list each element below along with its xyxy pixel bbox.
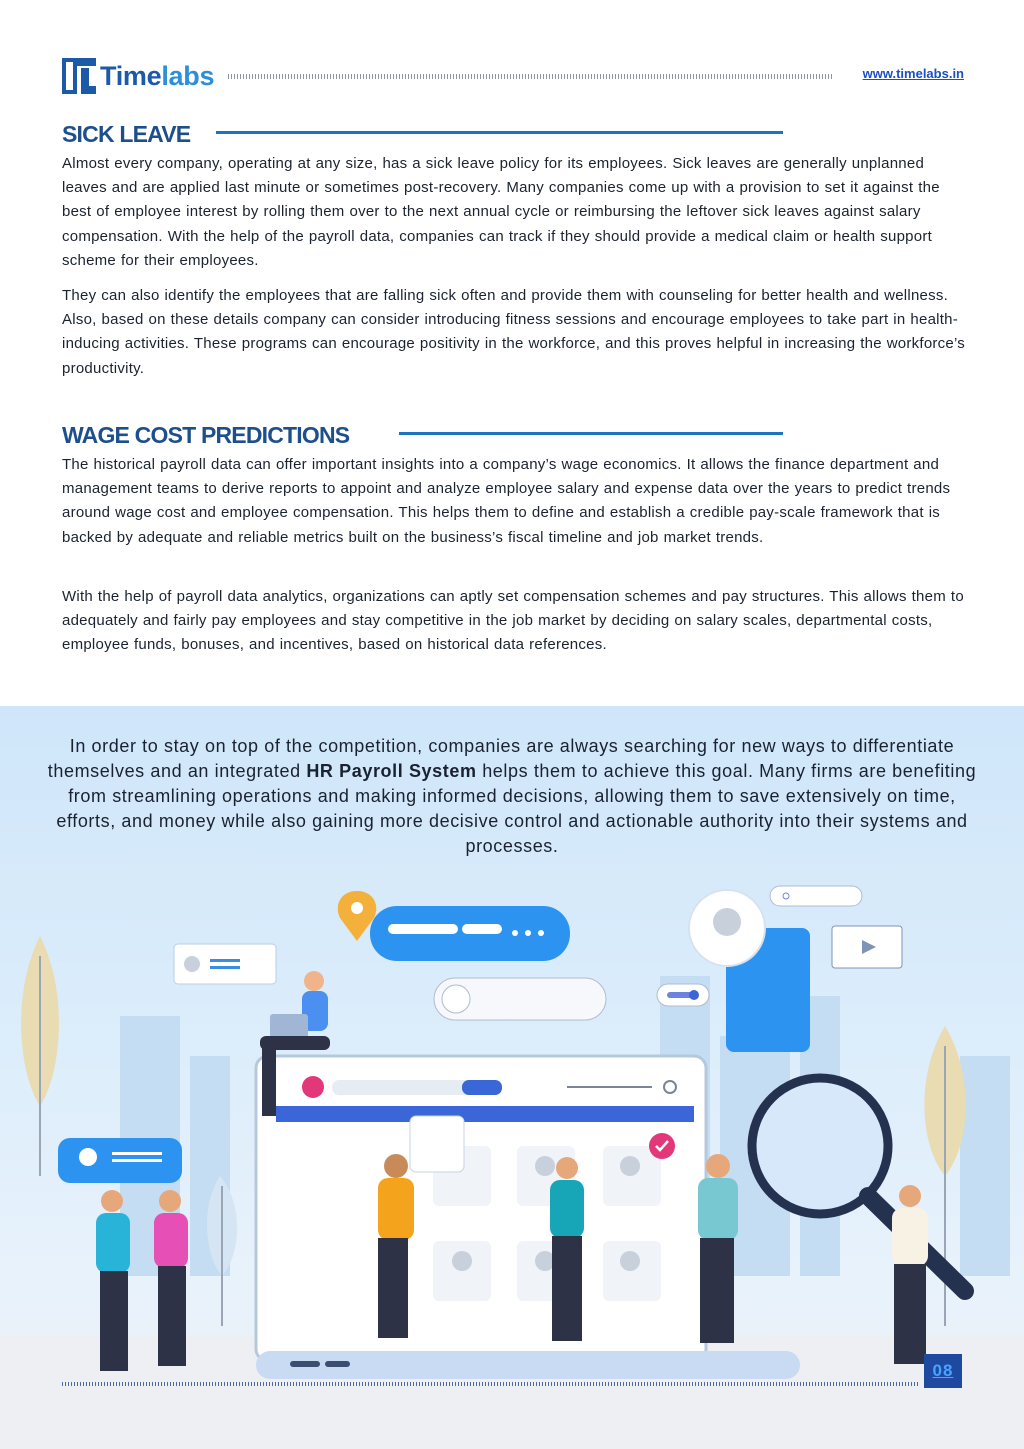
wage-cost-title: WAGE COST PREDICTIONS (62, 422, 350, 448)
video-player-icon (832, 926, 902, 968)
sick-leave-title-rule (216, 131, 783, 134)
profile-card-bubble (58, 1138, 182, 1183)
sick-leave-paragraph-1: Almost every company, operating at any size, has a sick leave policy for its employees. Sick leaves are generally unplanned leaves and are applied last minute or sometimes post-recovery. Many companies come up with a provision to set it against the best of employee interest by rolling them over to the next annual cycle or reimbursing the leftover sick leaves against salary compensation. With the help of the payroll data, companies can track if they should provide a medical claim or health support scheme for their employees. (62, 155, 940, 269)
header-divider (228, 74, 834, 79)
banner-text-before: In order to stay on top of the competition, companies are always searching for new ways to differentiate themselves and an integrated (47, 736, 955, 781)
banner-text-after: helps them to achieve this goal. Many firms are benefiting from streamlining operations and making informed decisions, allowing them to save extensively on time, efforts, and money while also gaining more decisive control and actionable authority into their systems and processes. (56, 761, 977, 856)
checkmark-icon (649, 1133, 675, 1159)
banner-text (40, 734, 984, 859)
banner-section (0, 706, 1024, 1449)
tree-left-2 (207, 1176, 237, 1326)
person-standing (698, 1154, 738, 1343)
person-pointing (550, 1157, 584, 1341)
person-thinking (96, 1190, 130, 1371)
page-header (0, 0, 1024, 110)
footer-divider (62, 1382, 918, 1386)
chat-bubble-card (370, 906, 570, 961)
person-with-clipboard (154, 1190, 188, 1366)
brand-name-part1: Time (100, 60, 162, 91)
profile-card-left (174, 944, 276, 984)
website-link[interactable]: www.timelabs.in (862, 66, 964, 81)
sick-leave-title: SICK LEAVE (62, 121, 191, 147)
toggle-switch (657, 984, 709, 1006)
brand-name-part2: labs (161, 60, 215, 91)
wage-cost-title-rule (399, 432, 783, 435)
wage-cost-paragraph-2: With the help of payroll data analytics, organizations can aptly set compensation schemes and pay structures. This allows them to adequately and fairly pay employees and stay competitive in the job market by deciding on salary scales, departmental costs, employee funds, bonuses, and incentives, based on historical data references. (62, 588, 964, 654)
tree-left (21, 936, 59, 1176)
hr-dashboard-illustration (0, 856, 1024, 1449)
wage-cost-paragraph-1: The historical payroll data can offer important insights into a company’s wage economics. It allows the finance department and management teams to derive reports to appoint and analyze employee salary and expense data over the years to predict trends around wage cost and employee compensation. This helps them to define and establish a credible pay-scale framework that is backed by adequate and reliable metrics built on the business’s fiscal timeline and job market trends. (62, 456, 951, 546)
feedback-card (434, 978, 606, 1020)
search-pill (770, 886, 862, 906)
person-with-magnifier (892, 1185, 928, 1364)
sick-leave-paragraph-2: They can also identify the employees that are falling sick often and provide them with counseling for better health and wellness. Also, based on these details company can consider introducing fitness sessions and encourage employees to take part in health-inducing activities. These programs can encourage positivity in the workforce, and this proves helpful in increasing the workforce’s productivity. (62, 287, 966, 377)
banner-highlight: HR Payroll System (306, 761, 477, 781)
timelabs-logo (62, 58, 214, 94)
brand-name (100, 61, 214, 92)
timelabs-logo-icon (62, 58, 96, 94)
page-number: 08 (924, 1354, 962, 1388)
